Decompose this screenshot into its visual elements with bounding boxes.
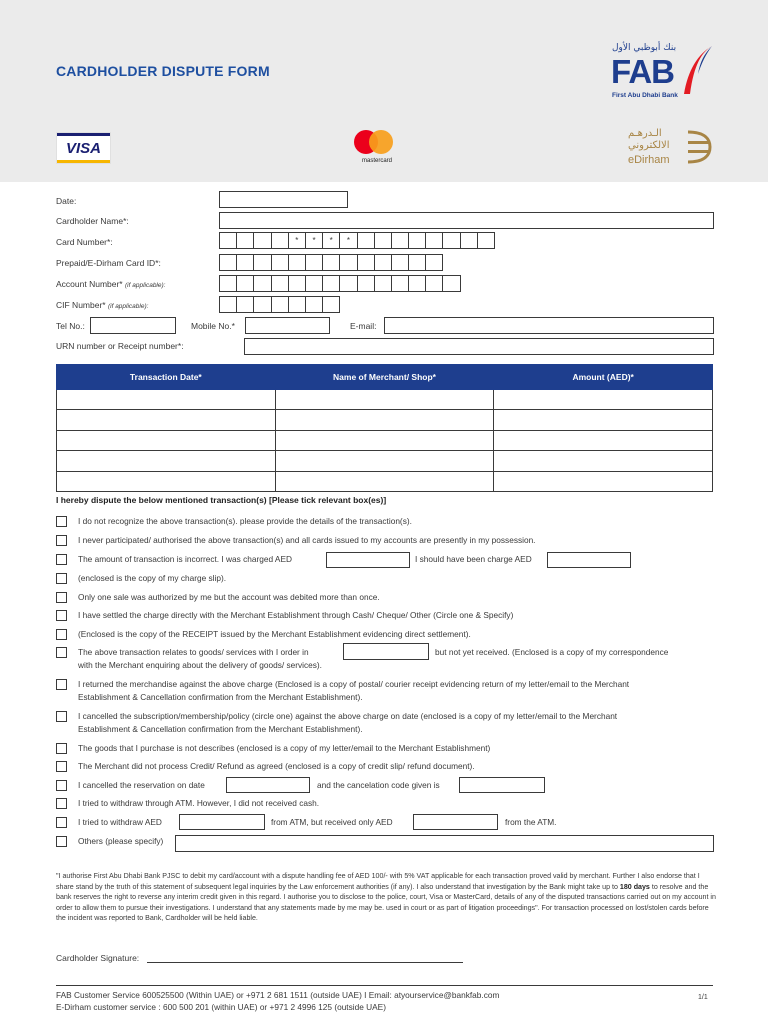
dispute-option: (enclosed is the copy of my charge slip). xyxy=(78,573,227,583)
table-cell[interactable] xyxy=(57,471,276,491)
table-cell[interactable] xyxy=(57,451,276,471)
reservation-date-field[interactable] xyxy=(226,777,310,793)
footer-edirham-contact: E-Dirham customer service : 600 500 201 (within UAE) or +971 2 4996 125 (outside UAE) xyxy=(56,1002,386,1012)
dispute-option: The goods that I purchase is not describes (enclosed is a copy of my letter/email to the Merchant Establishment) xyxy=(78,743,491,753)
cardholder-name-label: Cardholder Name*: xyxy=(56,216,129,226)
cif-number-field[interactable] xyxy=(219,296,339,313)
dispute-option: I have settled the charge directly with the Merchant Establishment through Cash/ Cheque/ Other (Circle one & Specify) xyxy=(78,610,514,620)
col-amount: Amount (AED)* xyxy=(494,365,713,390)
col-merchant-name: Name of Merchant/ Shop* xyxy=(275,365,494,390)
date-field[interactable] xyxy=(219,191,348,208)
dispute-checkbox[interactable] xyxy=(56,554,67,565)
atm-requested-amount-field[interactable] xyxy=(179,814,265,830)
table-cell[interactable] xyxy=(57,390,276,410)
dispute-heading: I hereby dispute the below mentioned transaction(s) [Please tick relevant box(es)] xyxy=(56,495,387,505)
dispute-checkbox[interactable] xyxy=(56,516,67,527)
table-cell[interactable] xyxy=(57,410,276,430)
dispute-option-suffix: from ATM, but received only AED xyxy=(271,817,393,827)
footer-fab-contact: FAB Customer Service 600525500 (Within UAE) or +971 2 681 1511 (outside UAE) I Email: atyourservice@bankfab.com xyxy=(56,990,500,1000)
dispute-checkbox[interactable] xyxy=(56,629,67,640)
dispute-checkbox[interactable] xyxy=(56,743,67,754)
footer-divider xyxy=(56,985,713,986)
dispute-checkbox[interactable] xyxy=(56,679,67,690)
visa-logo-text: VISA xyxy=(65,140,101,157)
disclaimer-text: "I authorise First Abu Dhabi Bank PJSC to debit my card/account with a dispute handling fee of AED 100/- with 5% VAT applicable for each transaction proved valid by merchant. Further I also endorse that I share stand by the truth of this statement of subsequent legal inquiries by the Law enforcement authorities (if any). I also understand that investigation by the Bank might take up to 180 days to resolve and the bank reserves the right to reverse any interim credit given in this regard. I authorise you to disclose to the police, court, Visa or MasterCard, details of any of the disputed transactions carried out on my account in order to allow them to pursue their investigations. I understand that any statements made by me may be. used in court or as part of litigation proceedings". For transaction processed on lost/stolen cards before the incident was reported to Bank, Cardholder will be held liable. xyxy=(56,872,716,923)
transaction-table xyxy=(56,364,713,492)
dispute-checkbox[interactable] xyxy=(56,647,67,658)
dispute-option: I returned the merchandise against the above charge (Enclosed is a copy of postal/ courier receipt evidencing return of my letter/email to the Merchant xyxy=(78,679,630,689)
form-title: CARDHOLDER DISPUTE FORM xyxy=(56,63,270,79)
table-cell[interactable] xyxy=(494,410,713,430)
fab-logo-arabic: بنك أبوظبي الأول xyxy=(612,43,677,53)
fab-bank-name: First Abu Dhabi Bank xyxy=(612,92,678,99)
table-cell[interactable] xyxy=(275,451,494,471)
dispute-option: The Merchant did not process Credit/ Refund as agreed (enclosed is a copy of credit slip/ refund document). xyxy=(78,761,475,771)
table-row xyxy=(57,451,713,471)
table-cell[interactable] xyxy=(494,471,713,491)
dispute-checkbox[interactable] xyxy=(56,780,67,791)
fab-swoosh-icon xyxy=(678,44,714,96)
dispute-option: Only one sale was authorized by me but the account was debited more than once. xyxy=(78,592,380,602)
dispute-option-line2: Establishment & Cancellation confirmation from the Merchant Establishment). xyxy=(78,724,363,734)
dispute-checkbox[interactable] xyxy=(56,798,67,809)
page-number: 1/1 xyxy=(698,994,708,1001)
correct-amount-field[interactable] xyxy=(547,552,631,568)
table-cell[interactable] xyxy=(494,451,713,471)
dispute-option: I do not recognize the above transaction(s). please provide the details of the transaction(s). xyxy=(78,516,412,526)
dispute-checkbox[interactable] xyxy=(56,592,67,603)
dispute-option: The amount of transaction is incorrect. I was charged AED xyxy=(78,554,292,564)
table-row xyxy=(57,471,713,491)
order-date-field[interactable] xyxy=(343,643,429,660)
mobile-field[interactable] xyxy=(245,317,330,334)
dispute-checkbox[interactable] xyxy=(56,836,67,847)
cardholder-name-field[interactable] xyxy=(219,212,714,229)
edirham-mark-icon xyxy=(686,130,712,164)
cancelation-code-field[interactable] xyxy=(459,777,545,793)
signature-label: Cardholder Signature: xyxy=(56,953,140,963)
account-number-label: Account Number* (if applicable): xyxy=(56,279,166,289)
email-field[interactable] xyxy=(384,317,714,334)
table-cell[interactable] xyxy=(275,430,494,450)
dispute-option-suffix: I should have been charge AED xyxy=(415,554,532,564)
visa-logo xyxy=(56,132,111,164)
table-row xyxy=(57,430,713,450)
col-transaction-date: Transaction Date* xyxy=(57,365,276,390)
table-cell[interactable] xyxy=(494,390,713,410)
dispute-option: The above transaction relates to goods/ services with I order in xyxy=(78,647,309,657)
cif-number-label: CIF Number* (if applicable): xyxy=(56,300,149,310)
mastercard-logo-text: mastercard xyxy=(361,158,392,164)
signature-line[interactable] xyxy=(147,962,463,963)
table-cell[interactable] xyxy=(275,390,494,410)
dispute-option: I tried to withdraw through ATM. However, I did not received cash. xyxy=(78,798,320,808)
dispute-checkbox[interactable] xyxy=(56,711,67,722)
urn-label: URN number or Receipt number*: xyxy=(56,341,184,351)
others-specify-field[interactable] xyxy=(175,835,714,852)
fab-logo-text: FAB xyxy=(611,53,674,90)
dispute-option: I tried to withdraw AED xyxy=(78,817,162,827)
tel-label: Tel No.: xyxy=(56,321,85,331)
table-cell[interactable] xyxy=(494,430,713,450)
prepaid-id-field[interactable] xyxy=(219,254,442,271)
dispute-option: I cancelled the reservation on date xyxy=(78,780,205,790)
table-cell[interactable] xyxy=(57,430,276,450)
charged-amount-field[interactable] xyxy=(326,552,410,568)
dispute-option-line2: with the Merchant enquiring about the delivery of goods/ services). xyxy=(78,660,322,670)
prepaid-id-label: Prepaid/E-Dirham Card ID*: xyxy=(56,258,161,268)
dispute-checkbox[interactable] xyxy=(56,610,67,621)
edirham-text: eDirham xyxy=(628,154,670,166)
mobile-label: Mobile No.* xyxy=(191,321,235,331)
table-row xyxy=(57,410,713,430)
edirham-arabic-1: الـدرهـم xyxy=(628,128,662,139)
dispute-option: I never participated/ authorised the above transaction(s) and all cards issued to my accounts are presently in my possession. xyxy=(78,535,536,545)
dispute-option: I cancelled the subscription/membership/policy (circle one) against the above charge on date (enclosed is a copy of my letter/email to the Merchant xyxy=(78,711,618,721)
dispute-checkbox[interactable] xyxy=(56,535,67,546)
table-cell[interactable] xyxy=(275,471,494,491)
table-header-row xyxy=(57,365,713,390)
dispute-option: (Enclosed is the copy of the RECEIPT issued by the Merchant Establishment evidencing direct settlement). xyxy=(78,629,471,639)
dispute-option: Others (please specify) xyxy=(78,836,164,846)
dispute-checkbox[interactable] xyxy=(56,817,67,828)
dispute-option-end: from the ATM. xyxy=(505,817,557,827)
tel-field[interactable] xyxy=(90,317,176,334)
edirham-arabic-2: الالكتروني xyxy=(628,140,670,151)
dispute-option-suffix: and the cancelation code given is xyxy=(317,780,440,790)
dispute-checkbox[interactable] xyxy=(56,761,67,772)
dispute-option-line2: Establishment & Cancellation confirmation from the Merchant Establishment). xyxy=(78,692,363,702)
urn-field[interactable] xyxy=(244,338,714,355)
table-row xyxy=(57,390,713,410)
dispute-checkbox[interactable] xyxy=(56,573,67,584)
edirham-logo xyxy=(624,128,716,168)
email-label: E-mail: xyxy=(350,321,377,331)
table-cell[interactable] xyxy=(275,410,494,430)
account-number-field[interactable] xyxy=(219,275,460,292)
dispute-option-suffix: but not yet received. (Enclosed is a copy of my correspondence xyxy=(435,647,669,657)
mastercard-logo xyxy=(349,130,405,170)
card-number-field[interactable]: * * * * xyxy=(219,232,494,249)
date-label: Date: xyxy=(56,196,77,206)
atm-received-amount-field[interactable] xyxy=(413,814,498,830)
card-number-label: Card Number*: xyxy=(56,237,113,247)
